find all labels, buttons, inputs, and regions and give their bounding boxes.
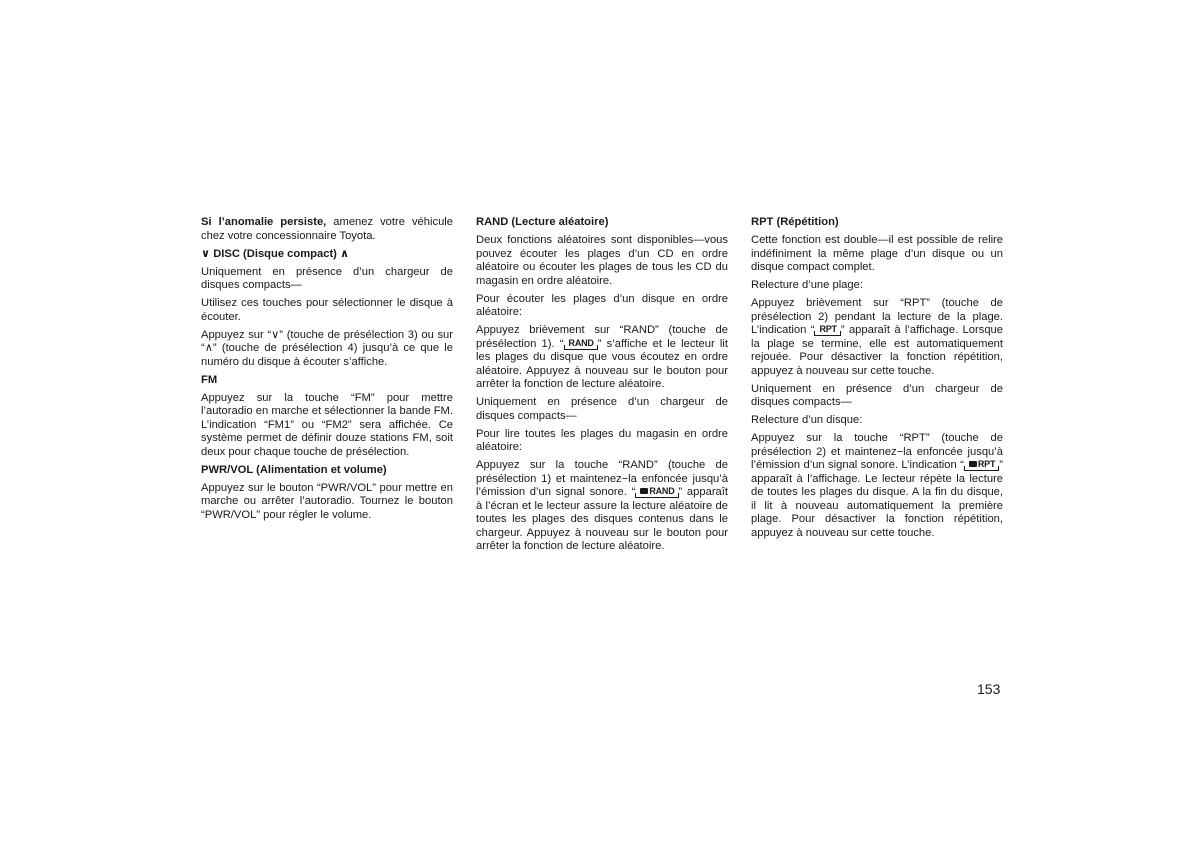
column-left — [201, 216, 453, 527]
indicator-label: RPT — [977, 459, 996, 469]
heading-rand: RAND (Lecture aléatoire) — [476, 216, 609, 228]
column-right — [751, 216, 1003, 545]
paragraph: Appuyez sur le bouton “PWR/VOL” pour mettre en marche ou arrêter l’autoradio. Tournez le bouton “PWR/VOL” pour régler le volume. — [201, 481, 453, 521]
paragraph: Utilisez ces touches pour sélectionner le disque à écouter. — [201, 297, 453, 323]
rand-indicator-icon: RAND — [564, 339, 598, 350]
paragraph — [476, 324, 728, 392]
paragraph: Deux fonctions aléatoires sont disponibles—vous pouvez écouter les plages d’un CD en ordre aléatoire ou écouter les plages de tous les CD du magasin en ordre aléatoire. — [476, 234, 728, 287]
paragraph-text: amenez votre véhicule chez votre concessionnaire Toyota. — [201, 216, 453, 242]
paragraph-text: Appuyez brièvement sur “RPT” (touche de présélection 2) pendant la lecture de la plage. L’indication “ — [751, 297, 1003, 336]
heading-disc: ∨ DISC (Disque compact) ∧ — [201, 247, 350, 260]
paragraph: Uniquement en présence d’un chargeur de disques compacts— — [201, 265, 453, 291]
bold-lead: Si l’anomalie persiste, — [201, 216, 327, 228]
paragraph: Uniquement en présence d’un chargeur de disques compacts— — [751, 382, 1003, 408]
paragraph-text: Appuyez brièvement sur “RAND” (touche de présélection 1). “ — [476, 324, 728, 350]
disc-icon — [640, 488, 648, 494]
paragraph: Appuyez sur “∨” (touche de présélection 3) ou sur “∧” (touche de présélection 4) jusqu’à ce que le numéro du disque à écouter s’affiche. — [201, 328, 453, 368]
heading-rpt: RPT (Répétition) — [751, 216, 839, 228]
paragraph: Pour lire toutes les plages du magasin en ordre aléatoire: — [476, 427, 728, 453]
paragraph: Appuyez sur la touche “FM” pour mettre l’autoradio en marche et sélectionner la bande FM. L’indication “FM1” ou “FM2” sera affichée. Ce système permet de définir douze stations FM, soit deux pour chaque touche de présélection. — [201, 391, 453, 458]
column-middle — [476, 216, 728, 558]
heading-fm: FM — [201, 373, 218, 386]
paragraph: Cette fonction est double—il est possible de relire indéfiniment la même plage d’un disque ou un disque compact complet. — [751, 234, 1003, 273]
paragraph — [476, 459, 728, 554]
rpt-indicator-icon: RPT — [814, 325, 840, 336]
paragraph: Uniquement en présence d’un chargeur de disques compacts— — [476, 396, 728, 422]
paragraph: Relecture d’une plage: — [751, 279, 863, 291]
paragraph-text: Appuyez sur la touche “RPT” (touche de présélection 2) et maintenez−la enfoncée jusqu’à l’émission d’un signal sonore. L’indication “ — [751, 432, 1003, 471]
paragraph — [751, 432, 1003, 540]
paragraph-text: ” apparaît à l’affichage. Le lecteur répète la lecture de toutes les plages du disque. A la fin du disque, il lit à nouveau automatiquement la première plage. Pour désactiver la fonction répétition, appuyez à nouveau sur cette touche. — [751, 459, 1003, 539]
paragraph: Relecture d’un disque: — [751, 414, 863, 426]
paragraph-text: ” apparaît à l’affichage. Lorsque la plage se termine, elle est automatiquement rejouée. Pour désactiver la fonction répétition, appuyez à nouveau sur cette touche. — [751, 324, 1003, 377]
disc-icon — [969, 461, 977, 467]
disc-rpt-indicator-icon — [964, 460, 999, 471]
paragraph-text: ” apparaît à l’écran et le lecteur assure la lecture aléatoire de toutes les plages des disques contenus dans le chargeur. Appuyez à nouveau sur le bouton pour arrêter la fonction de lecture aléatoire. — [476, 486, 728, 552]
page-number: 153 — [977, 681, 1001, 697]
paragraph — [751, 297, 1003, 378]
paragraph-text: ” s’affiche et le lecteur lit les plages du disque que vous écoutez en ordre aléatoire. Appuyez à nouveau sur le bouton pour arrêter la fonction de lecture aléatoire. — [476, 337, 728, 390]
paragraph-text: Appuyez sur la touche “RAND” (touche de présélection 1) et maintenez−la enfoncée jusqu’à l’émission d’un signal sonore. “ — [476, 459, 728, 498]
indicator-label: RAND — [649, 486, 675, 496]
disc-rand-indicator-icon — [635, 487, 678, 498]
paragraph: Pour écouter les plages d’un disque en ordre aléatoire: — [476, 292, 728, 318]
paragraph — [201, 216, 453, 243]
heading-pwr-vol: PWR/VOL (Alimentation et volume) — [201, 463, 387, 476]
